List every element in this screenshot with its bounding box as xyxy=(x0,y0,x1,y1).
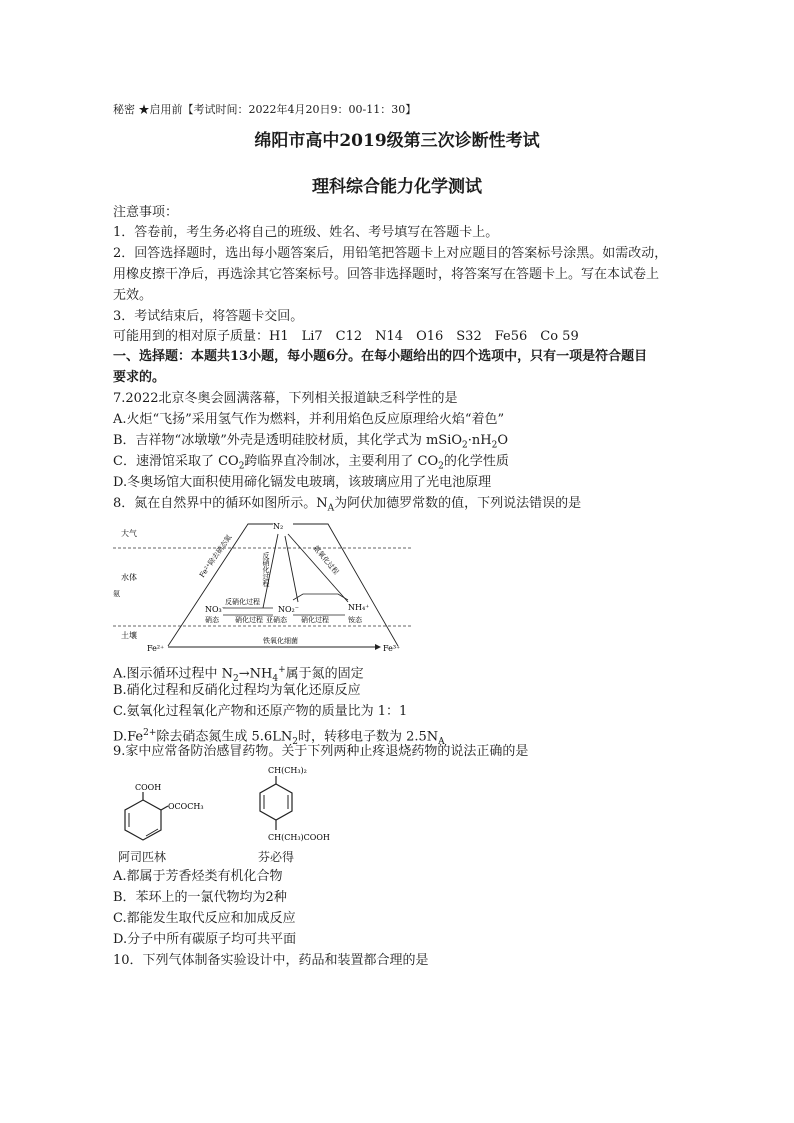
q7-b-sub2: 2 xyxy=(491,440,498,451)
note-3: 3．考试结束后，将答题卡交回。 xyxy=(113,309,304,324)
q7-c-post: 的化学性质 xyxy=(443,454,509,469)
atomic-masses: 可能用到的相对原子质量：H1 Li7 C12 N14 O16 S32 Fe56 Co 59 xyxy=(113,329,579,344)
ibuprofen-structure xyxy=(250,764,350,846)
q8-d-sub: 2 xyxy=(292,736,298,747)
q7-stem: 7.2022北京冬奥会圆满落幕，下列相关报道缺乏科学性的是 xyxy=(113,391,458,406)
proc-iron-bacteria: 铁氧化细菌 xyxy=(263,637,298,645)
proc-denitrification-vertical: 反硝化过程 xyxy=(262,552,270,587)
q7-c-sub: 2 xyxy=(238,461,245,472)
proc-nitrification-left: 硝化过程 xyxy=(235,616,263,624)
exam-title: 绵阳市高中2019级第三次诊断性考试 xyxy=(254,131,540,151)
label-air: 大气 xyxy=(121,529,137,538)
label-fe3: Fe³⁺ xyxy=(383,644,401,653)
q8-stem-text: 8．氮在自然界中的循环如图所示。N xyxy=(113,496,328,511)
proc-fe-oxidation: Fe²⁺除去硝态氮 xyxy=(198,533,234,580)
notes-heading: 注意事项： xyxy=(113,205,179,220)
note-2: 2．回答选择题时，选出每小题答案后，用铅笔把答题卡上对应题目的答案标号涂黑。如需改动， xyxy=(113,246,668,261)
q7-c-mid: 跨临界直冷制冰，主要利用了 CO xyxy=(244,454,439,469)
species-no3: NO₃⁻ xyxy=(205,605,226,614)
q7-b-post: O xyxy=(497,433,509,448)
q8-stem xyxy=(113,494,581,519)
iron-arrow-head xyxy=(375,644,381,650)
q9-option-a: A.都属于芳香烃类有机化合物 xyxy=(113,869,283,884)
note-2-end: 无效。 xyxy=(113,288,153,303)
q9-option-c: C.都能发生取代反应和加成反应 xyxy=(113,911,296,926)
q8-d-sub2: A xyxy=(438,736,445,747)
aspirin-benzene-ring xyxy=(125,800,161,840)
q8-d-mid2: 时，转移电子数为 2.5N xyxy=(297,729,439,745)
q7-option-a: A.火炬“飞扬”采用氢气作为燃料，并利用焰色反应原理给火焰“着色” xyxy=(113,412,505,427)
proc-nitrification-right: 硝化过程 xyxy=(301,616,329,624)
q9-option-b: B．苯环上的一氯代物均为2种 xyxy=(113,890,287,905)
aspirin-structure xyxy=(118,780,208,850)
q7-c-sub2: 2 xyxy=(438,461,444,472)
exam-subtitle: 理科综合能力化学测试 xyxy=(312,177,482,197)
ibuprofen-propionic: CH(CH₃)COOH xyxy=(268,833,330,842)
inner-arrow xyxy=(285,536,298,602)
section-1-heading-cont: 要求的。 xyxy=(113,370,166,385)
q8-a-sub: 2 xyxy=(233,673,239,684)
q7-b-mid: ·nH xyxy=(467,433,492,448)
aspirin-ococh3: OCOCH₃ xyxy=(168,802,204,811)
q8-a-sup: + xyxy=(278,665,286,675)
outer-right-edge xyxy=(293,524,398,646)
q8-a-sub2: 4 xyxy=(272,673,279,684)
q8-a-text: A.图示循环过程中 N xyxy=(113,666,234,682)
label-fe2: Fe²⁺ xyxy=(147,644,165,653)
exam-time-header: 秘密 ★启用前【考试时间：2022年4月20日9：00-11：30】 xyxy=(113,103,417,116)
section-1-heading: 一、选择题：本题共13小题，每小题6分。在每小题给出的四个选项中，只有一项是符合题目 xyxy=(113,349,648,364)
q8-d-text: D.Fe xyxy=(113,729,144,745)
q7-b-text: B．吉祥物“冰墩墩”外壳是透明硅胶材质，其化学式为 mSiO xyxy=(113,433,463,448)
q7-c-text: C．速滑馆采取了 CO xyxy=(113,454,239,469)
label-left-edge: 氨 xyxy=(113,590,120,598)
aspirin-name: 阿司匹林 xyxy=(118,850,167,864)
q8-d-mid: 除去硝态氮生成 5.6LN xyxy=(156,729,293,745)
q9-stem: 9.家中应常备防治感冒药物。关于下列两种止疼退烧药物的说法正确的是 xyxy=(113,744,529,759)
note-2-cont: 用橡皮擦干净后，再选涂其它答案标号。回答非选择题时，将答案写在答题卡上。写在本试卷上 xyxy=(113,267,660,282)
ibuprofen-isobutyl: CH(CH₃)₂ xyxy=(268,766,307,775)
proc-ammox: 氨氧化过程 xyxy=(311,544,341,577)
aspirin-cooh: COOH xyxy=(135,783,162,792)
species-no2: NO₂⁻ xyxy=(278,605,299,614)
q8-stem-post: 为阿伏加德罗常数的值，下列说法错误的是 xyxy=(334,496,582,511)
q8-a-post: 属于氮的固定 xyxy=(285,666,364,682)
q10-stem: 10．下列气体制备实验设计中，药品和装置都合理的是 xyxy=(113,953,429,968)
note-1: 1．答卷前，考生务必将自己的班级、姓名、考号填写在答题卡上。 xyxy=(113,225,499,240)
species-nh4: NH₄⁺ xyxy=(348,603,370,612)
aspirin-ester-bond xyxy=(161,806,168,810)
q8-d-sup: 2+ xyxy=(143,728,157,738)
nh4-loop xyxy=(293,594,348,600)
proc-denitrification: 反硝化过程 xyxy=(225,598,260,606)
q8-a-arrow: →NH xyxy=(238,666,273,682)
label-soil: 土壤 xyxy=(121,631,137,640)
q8-option-c: C.氨氧化过程氧化产物和还原产物的质量比为 1：1 xyxy=(113,704,408,719)
species-nh4-label: 铵态 xyxy=(348,616,362,624)
ibuprofen-name: 芬必得 xyxy=(258,850,295,864)
species-no3-label: 硝态 xyxy=(205,616,219,624)
label-n2: N₂ xyxy=(273,522,284,531)
label-water: 水体 xyxy=(121,573,137,582)
nitrogen-cycle-diagram xyxy=(113,518,413,660)
q9-option-d: D.分子中所有碳原子均可共平面 xyxy=(113,932,297,947)
q7-b-sub: 2 xyxy=(462,440,468,451)
q8-stem-sub: A xyxy=(327,503,335,514)
q8-option-b: B.硝化过程和反硝化过程均为氧化还原反应 xyxy=(113,683,361,698)
q7-option-d: D.冬奥场馆大面积使用碲化镉发电玻璃，该玻璃应用了光电池原理 xyxy=(113,475,492,490)
ibuprofen-benzene-ring xyxy=(260,784,292,820)
species-no2-label: 亚硝态 xyxy=(266,616,287,624)
